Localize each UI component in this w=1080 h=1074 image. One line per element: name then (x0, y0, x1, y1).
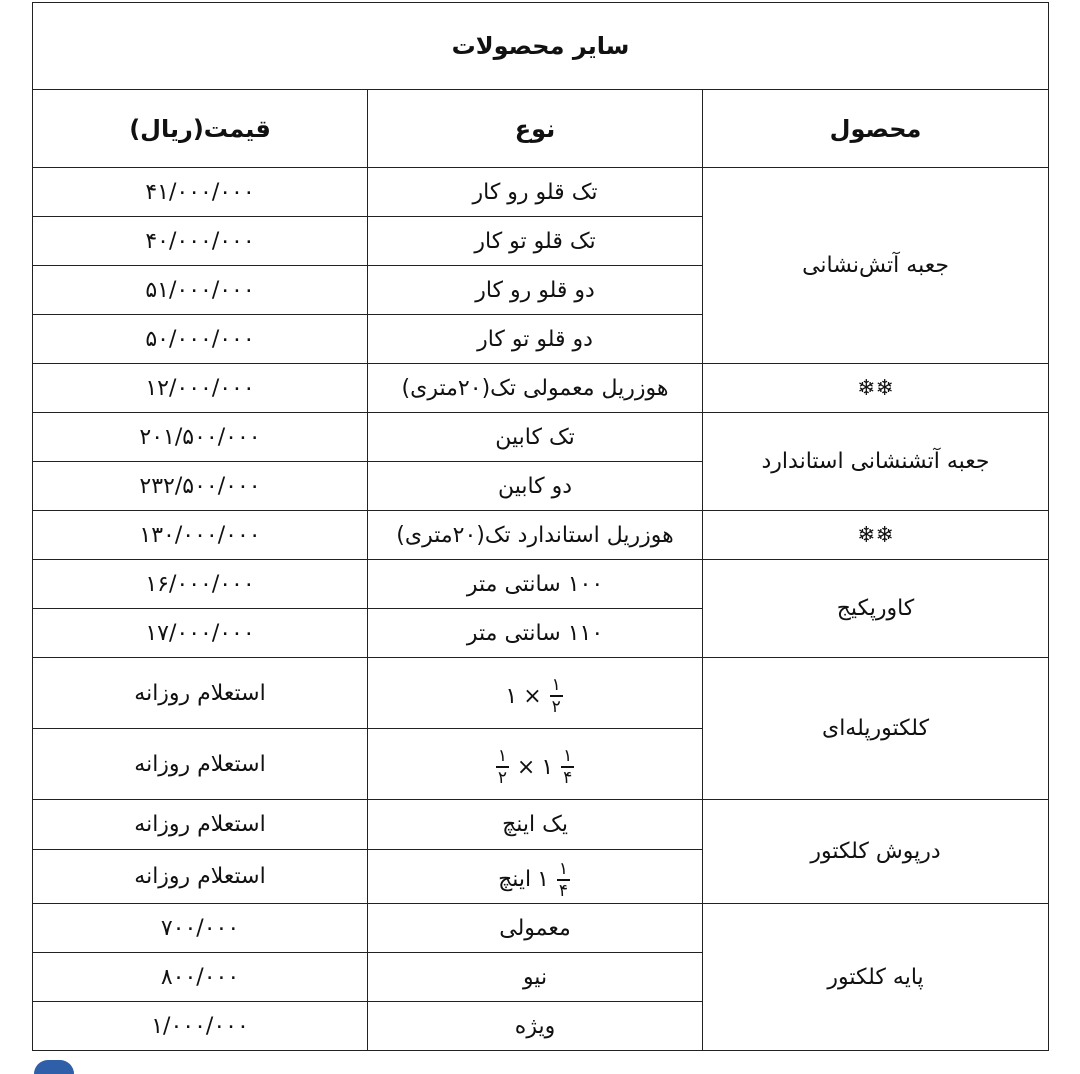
fraction-expression (494, 748, 576, 786)
type-cell: نیو (368, 953, 703, 1002)
type-cell (368, 729, 703, 800)
price-cell: استعلام روزانه (33, 658, 368, 729)
type-cell (368, 658, 703, 729)
type-cell: ویژه (368, 1002, 703, 1051)
fraction (557, 858, 570, 901)
table-row (33, 511, 1049, 560)
table-row (33, 800, 1049, 850)
fraction (561, 748, 574, 786)
whole-number: ۱ (505, 683, 518, 709)
fraction-numerator: ۱ (558, 858, 569, 879)
type-cell: هوزریل معمولی تک(۲۰متری) (368, 364, 703, 413)
product-collector-base: پایه کلکتور (703, 904, 1049, 1051)
fraction (550, 677, 563, 715)
price-cell: استعلام روزانه (33, 800, 368, 850)
price-cell: ۱۶/۰۰۰/۰۰۰ (33, 560, 368, 609)
times-sign: × (516, 754, 536, 780)
table-row (33, 364, 1049, 413)
type-cell: هوزریل استاندارد تک(۲۰متری) (368, 511, 703, 560)
price-cell: ۱۲/۰۰۰/۰۰۰ (33, 364, 368, 413)
fraction-denominator: ۲ (551, 697, 561, 717)
product-hose-normal: ❄❄ (703, 364, 1049, 413)
type-cell: دو کابین (368, 462, 703, 511)
price-cell: استعلام روزانه (33, 850, 368, 904)
price-cell: ۸۰۰/۰۰۰ (33, 953, 368, 1002)
fraction-expression (505, 677, 564, 715)
fraction-numerator: ۱ (563, 746, 573, 766)
product-fire-box: جعبه آتش‌نشانی (703, 168, 1049, 364)
product-collector-cover: درپوش کلکتور (703, 800, 1049, 904)
table-row (33, 168, 1049, 217)
fraction-denominator: ۴ (563, 768, 573, 788)
price-cell: ۲۳۲/۵۰۰/۰۰۰ (33, 462, 368, 511)
fraction-numerator: ۱ (497, 746, 507, 766)
type-cell: دو قلو رو کار (368, 266, 703, 315)
type-cell: تک کابین (368, 413, 703, 462)
type-cell (368, 850, 703, 904)
fraction-denominator: ۲ (497, 768, 507, 788)
price-cell: ۲۰۱/۵۰۰/۰۰۰ (33, 413, 368, 462)
type-cell: ۱۰۰ سانتی متر (368, 560, 703, 609)
type-cell: یک اینچ (368, 800, 703, 850)
fraction (496, 748, 509, 786)
price-cell: ۱/۰۰۰/۰۰۰ (33, 1002, 368, 1051)
whole-number: ۱ (537, 867, 549, 892)
table-row (33, 413, 1049, 462)
type-cell: ۱۱۰ سانتی متر (368, 609, 703, 658)
table-row (33, 658, 1049, 729)
table-title: سایر محصولات (33, 3, 1049, 90)
unit-label: اینچ (498, 867, 532, 892)
type-cell: تک قلو تو کار (368, 217, 703, 266)
price-cell: ۱۳۰/۰۰۰/۰۰۰ (33, 511, 368, 560)
product-step-collector: کلکتورپله‌ای (703, 658, 1049, 800)
type-cell: تک قلو رو کار (368, 168, 703, 217)
header-price: قیمت(ریال) (33, 90, 368, 168)
fraction-denominator: ۴ (558, 880, 569, 901)
price-cell: ۴۱/۰۰۰/۰۰۰ (33, 168, 368, 217)
header-type: نوع (368, 90, 703, 168)
floating-button-edge (34, 1060, 74, 1074)
price-cell: ۱۷/۰۰۰/۰۰۰ (33, 609, 368, 658)
type-cell: معمولی (368, 904, 703, 953)
product-fire-box-standard: جعبه آتشنشانی استاندارد (703, 413, 1049, 511)
fraction-numerator: ۱ (551, 675, 561, 695)
whole-number: ۱ (541, 754, 554, 780)
header-product: محصول (703, 90, 1049, 168)
product-cover-pack: کاورپکیج (703, 560, 1049, 658)
table-row (33, 904, 1049, 953)
table-row (33, 560, 1049, 609)
price-cell: ۷۰۰/۰۰۰ (33, 904, 368, 953)
type-cell: دو قلو تو کار (368, 315, 703, 364)
product-hose-standard: ❄❄ (703, 511, 1049, 560)
times-sign: × (523, 683, 542, 709)
price-cell: ۵۰/۰۰۰/۰۰۰ (33, 315, 368, 364)
price-cell: ۵۱/۰۰۰/۰۰۰ (33, 266, 368, 315)
price-cell: ۴۰/۰۰۰/۰۰۰ (33, 217, 368, 266)
products-price-table (32, 2, 1049, 1051)
fraction-expression (498, 858, 572, 901)
price-cell: استعلام روزانه (33, 729, 368, 800)
